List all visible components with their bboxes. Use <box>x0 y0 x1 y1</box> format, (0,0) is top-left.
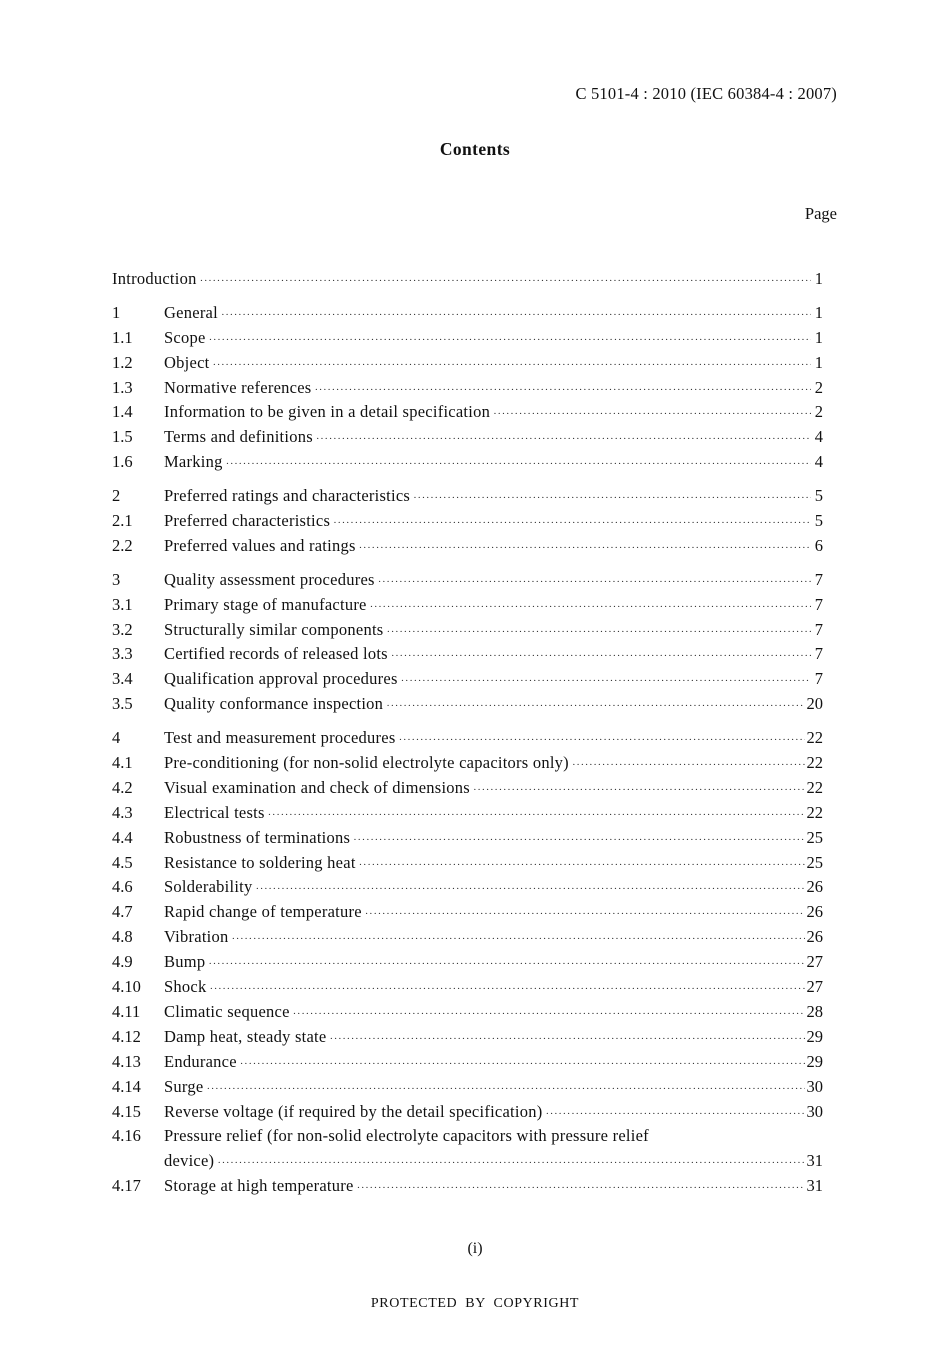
toc-entry-page: 4 <box>814 452 823 472</box>
toc-entry-title: Climatic sequence <box>164 1001 290 1021</box>
toc-entry-title: Marking <box>164 452 223 472</box>
toc-entry-number: 1.6 <box>112 452 133 472</box>
toc-entry-page: 1 <box>814 269 823 288</box>
toc-entry[interactable] <box>112 1025 823 1050</box>
toc-entry-title: Object <box>164 352 210 372</box>
toc-entry-page: 7 <box>814 594 823 614</box>
toc-entry[interactable] <box>112 301 823 326</box>
toc-entry[interactable] <box>112 326 823 351</box>
toc-entry-number: 3.4 <box>112 669 133 689</box>
toc-entry[interactable] <box>112 642 823 667</box>
dot-leader <box>232 927 805 952</box>
toc-entry-number: 3 <box>112 569 121 589</box>
toc-entry[interactable] <box>112 484 823 509</box>
toc-entry[interactable] <box>112 776 823 801</box>
toc-entry-page: 29 <box>806 1026 823 1046</box>
toc-entry-continuation[interactable] <box>112 1149 823 1174</box>
toc-entry-title: Information to be given in a detail specification <box>164 402 491 422</box>
toc-entry[interactable] <box>112 618 823 643</box>
toc-entry-number: 4.8 <box>112 927 133 947</box>
dot-leader <box>293 1002 805 1027</box>
toc-entry[interactable] <box>112 568 823 593</box>
dot-leader <box>365 902 805 927</box>
toc-entry-page: 26 <box>806 902 823 922</box>
toc-entry[interactable] <box>112 351 823 376</box>
toc-entry-page: 31 <box>806 1176 823 1196</box>
toc-entry[interactable] <box>112 726 823 751</box>
toc-entry-number: 1.1 <box>112 327 133 347</box>
dot-leader <box>217 1151 804 1176</box>
dot-leader <box>208 952 804 977</box>
toc-entry-title: Preferred characteristics <box>164 511 331 531</box>
toc-entry-page: 26 <box>806 877 823 897</box>
toc-entry-page: 5 <box>814 511 823 531</box>
toc-entry[interactable] <box>112 801 823 826</box>
toc-entry[interactable] <box>112 950 823 975</box>
toc-entry-title: Surge <box>164 1076 204 1096</box>
toc-entry-number: 4.15 <box>112 1101 141 1121</box>
toc-entry[interactable] <box>112 267 823 292</box>
toc-entry-page: 29 <box>806 1051 823 1071</box>
dot-leader <box>572 753 805 778</box>
toc-entry[interactable] <box>112 1000 823 1025</box>
toc-entry-page: 2 <box>814 377 823 397</box>
toc-entry-title: Pre-conditioning (for non-solid electrolyte capacitors only) <box>164 753 569 773</box>
toc-entry[interactable] <box>112 593 823 618</box>
toc-entry-page: 26 <box>806 927 823 947</box>
toc-entry-number: 4.16 <box>112 1126 141 1146</box>
toc-entry-number: 4.11 <box>112 1001 141 1021</box>
toc-entry[interactable] <box>112 1100 823 1125</box>
toc-entry-title: Vibration <box>164 927 229 947</box>
dot-leader <box>316 427 811 452</box>
toc-entry-page: 7 <box>814 644 823 664</box>
toc-entry-number: 4.13 <box>112 1051 141 1071</box>
dot-leader <box>545 1102 804 1127</box>
toc-entry-page: 7 <box>814 669 823 689</box>
dot-leader <box>413 486 811 511</box>
toc-entry[interactable] <box>112 1050 823 1075</box>
toc-entry-title: Certified records of released lots <box>164 644 388 664</box>
toc-entry-title: Preferred values and ratings <box>164 535 356 555</box>
toc-entry-page: 25 <box>806 852 823 872</box>
toc-entry-number: 4 <box>112 728 121 748</box>
dot-leader <box>370 595 811 620</box>
toc-entry-title: Shock <box>164 977 207 997</box>
toc-entry-title: Test and measurement procedures <box>164 728 396 748</box>
dot-leader <box>268 803 805 828</box>
toc-entry-title: Structurally similar components <box>164 619 384 639</box>
toc-entry-number: 4.10 <box>112 977 141 997</box>
contents-heading: Contents <box>439 139 511 159</box>
toc-entry-page: 7 <box>814 619 823 639</box>
toc-entry[interactable] <box>112 975 823 1000</box>
toc-entry-title: Reverse voltage (if required by the detail specification) <box>164 1101 543 1121</box>
toc-entry-title: Terms and definitions <box>164 427 313 447</box>
toc-entry[interactable] <box>112 851 823 876</box>
toc-entry-page: 4 <box>814 427 823 447</box>
toc-entry[interactable] <box>112 826 823 851</box>
toc-entry-page: 31 <box>806 1151 823 1171</box>
copyright-notice: PROTECTED BY COPYRIGHT <box>370 1296 580 1311</box>
toc-entry[interactable] <box>112 667 823 692</box>
toc-entry-title: Normative references <box>164 377 312 397</box>
toc-entry-title: Damp heat, steady state <box>164 1026 327 1046</box>
toc-entry-number: 4.14 <box>112 1076 141 1096</box>
dot-leader <box>391 644 811 669</box>
toc-entry-title: Visual examination and check of dimensions <box>164 777 470 797</box>
dot-leader <box>473 778 805 803</box>
dot-leader <box>210 977 805 1002</box>
dot-leader <box>329 1027 804 1052</box>
toc-entry-page: 27 <box>806 952 823 972</box>
dot-leader <box>256 877 805 902</box>
toc-entry[interactable] <box>112 425 823 450</box>
toc-entry-page: 7 <box>814 569 823 589</box>
page-number: (i) <box>467 1240 483 1257</box>
toc-entry-title: Storage at high temperature <box>164 1176 354 1196</box>
dot-leader <box>333 511 811 536</box>
toc-entry[interactable] <box>112 509 823 534</box>
dot-leader <box>226 452 811 477</box>
page-column-label: Page <box>804 204 837 223</box>
toc-entry-number: 2.1 <box>112 511 133 531</box>
dot-leader <box>359 853 805 878</box>
toc-entry-page: 30 <box>806 1076 823 1096</box>
toc-entry[interactable] <box>112 692 823 717</box>
document-reference: C 5101-4 : 2010 (IEC 60384-4 : 2007) <box>575 84 837 103</box>
toc-entry-number: 4.6 <box>112 877 133 897</box>
toc-entry-page: 22 <box>806 777 823 797</box>
toc-entry-number: 4.5 <box>112 852 133 872</box>
toc-entry-page: 27 <box>806 977 823 997</box>
dot-leader <box>200 269 811 294</box>
toc-entry-title: Resistance to soldering heat <box>164 852 356 872</box>
dot-leader <box>401 669 811 694</box>
dot-leader <box>357 1176 805 1201</box>
toc-entry-title: Primary stage of manufacture <box>164 594 367 614</box>
dot-leader <box>493 402 811 427</box>
toc-entry[interactable] <box>112 1174 823 1199</box>
toc-entry-title: General <box>164 302 218 322</box>
toc-entry-page: 22 <box>806 753 823 773</box>
dot-leader <box>209 328 811 353</box>
toc-entry-title: Quality assessment procedures <box>164 569 375 589</box>
toc-entry-number: 4.4 <box>112 827 133 847</box>
toc-entry-page: 25 <box>806 827 823 847</box>
toc-entry-title: Bump <box>164 952 206 972</box>
toc-entry-page: 30 <box>806 1101 823 1121</box>
dot-leader <box>378 570 811 595</box>
dot-leader <box>240 1052 805 1077</box>
toc-entry[interactable] <box>112 534 823 559</box>
toc-entry-number: 3.2 <box>112 619 133 639</box>
dot-leader <box>221 303 811 328</box>
toc-entry-number: 3.3 <box>112 644 133 664</box>
toc-entry-page: 28 <box>806 1001 823 1021</box>
toc-entry-title: Rapid change of temperature <box>164 902 362 922</box>
toc-entry-page: 1 <box>814 352 823 372</box>
toc-entry-page: 1 <box>814 327 823 347</box>
toc-entry[interactable] <box>112 1075 823 1100</box>
toc-entry-number: 1.2 <box>112 352 133 372</box>
toc-entry-page: 22 <box>806 728 823 748</box>
toc-entry-number: 4.1 <box>112 753 133 773</box>
toc-entry-page: 1 <box>814 302 823 322</box>
toc-entry-number: 2.2 <box>112 535 133 555</box>
dot-leader <box>386 694 804 719</box>
toc-entry-number: 1.4 <box>112 402 133 422</box>
toc-entry[interactable] <box>112 450 823 475</box>
toc-entry[interactable] <box>112 875 823 900</box>
toc-entry-title: Endurance <box>164 1051 237 1071</box>
table-of-contents <box>112 267 823 1199</box>
dot-leader <box>314 378 811 403</box>
toc-entry-number: 4.9 <box>112 952 133 972</box>
toc-entry-title: Robustness of terminations <box>164 827 351 847</box>
toc-entry-number: 4.12 <box>112 1026 141 1046</box>
dot-leader <box>399 728 805 753</box>
toc-entry-page: 6 <box>814 535 823 555</box>
toc-entry-title: Pressure relief (for non-solid electrolyte capacitors with pressure relief <box>164 1126 649 1146</box>
toc-entry-title: Preferred ratings and characteristics <box>164 486 411 506</box>
toc-entry-title: Introduction <box>112 269 197 288</box>
toc-entry-number: 3.1 <box>112 594 133 614</box>
dot-leader <box>206 1077 804 1102</box>
toc-entry-number: 4.7 <box>112 902 133 922</box>
dot-leader <box>212 353 811 378</box>
toc-entry[interactable] <box>112 400 823 425</box>
toc-entry-page: 22 <box>806 802 823 822</box>
toc-entry-title-continued: device) <box>164 1151 215 1171</box>
toc-entry-number: 1.5 <box>112 427 133 447</box>
toc-entry-title: Scope <box>164 327 206 347</box>
dot-leader <box>386 620 811 645</box>
toc-entry-number: 1.3 <box>112 377 133 397</box>
toc-entry[interactable] <box>112 925 823 950</box>
dot-leader <box>359 536 811 561</box>
toc-entry-title: Electrical tests <box>164 802 265 822</box>
toc-entry-number: 4.2 <box>112 777 133 797</box>
toc-entry[interactable] <box>112 900 823 925</box>
toc-entry-number: 3.5 <box>112 694 133 714</box>
toc-entry-number: 4.17 <box>112 1176 141 1196</box>
toc-entry[interactable] <box>112 1124 823 1149</box>
toc-entry-page: 2 <box>814 402 823 422</box>
toc-entry-title: Qualification approval procedures <box>164 669 398 689</box>
dot-leader <box>353 828 804 853</box>
toc-entry[interactable] <box>112 751 823 776</box>
toc-entry-number: 1 <box>112 302 121 322</box>
toc-entry-page: 20 <box>806 694 823 714</box>
toc-entry-number: 2 <box>112 486 121 506</box>
toc-entry-title: Quality conformance inspection <box>164 694 384 714</box>
toc-entry[interactable] <box>112 376 823 401</box>
toc-entry-page: 5 <box>814 486 823 506</box>
toc-entry-title: Solderability <box>164 877 253 897</box>
toc-entry-number: 4.3 <box>112 802 133 822</box>
